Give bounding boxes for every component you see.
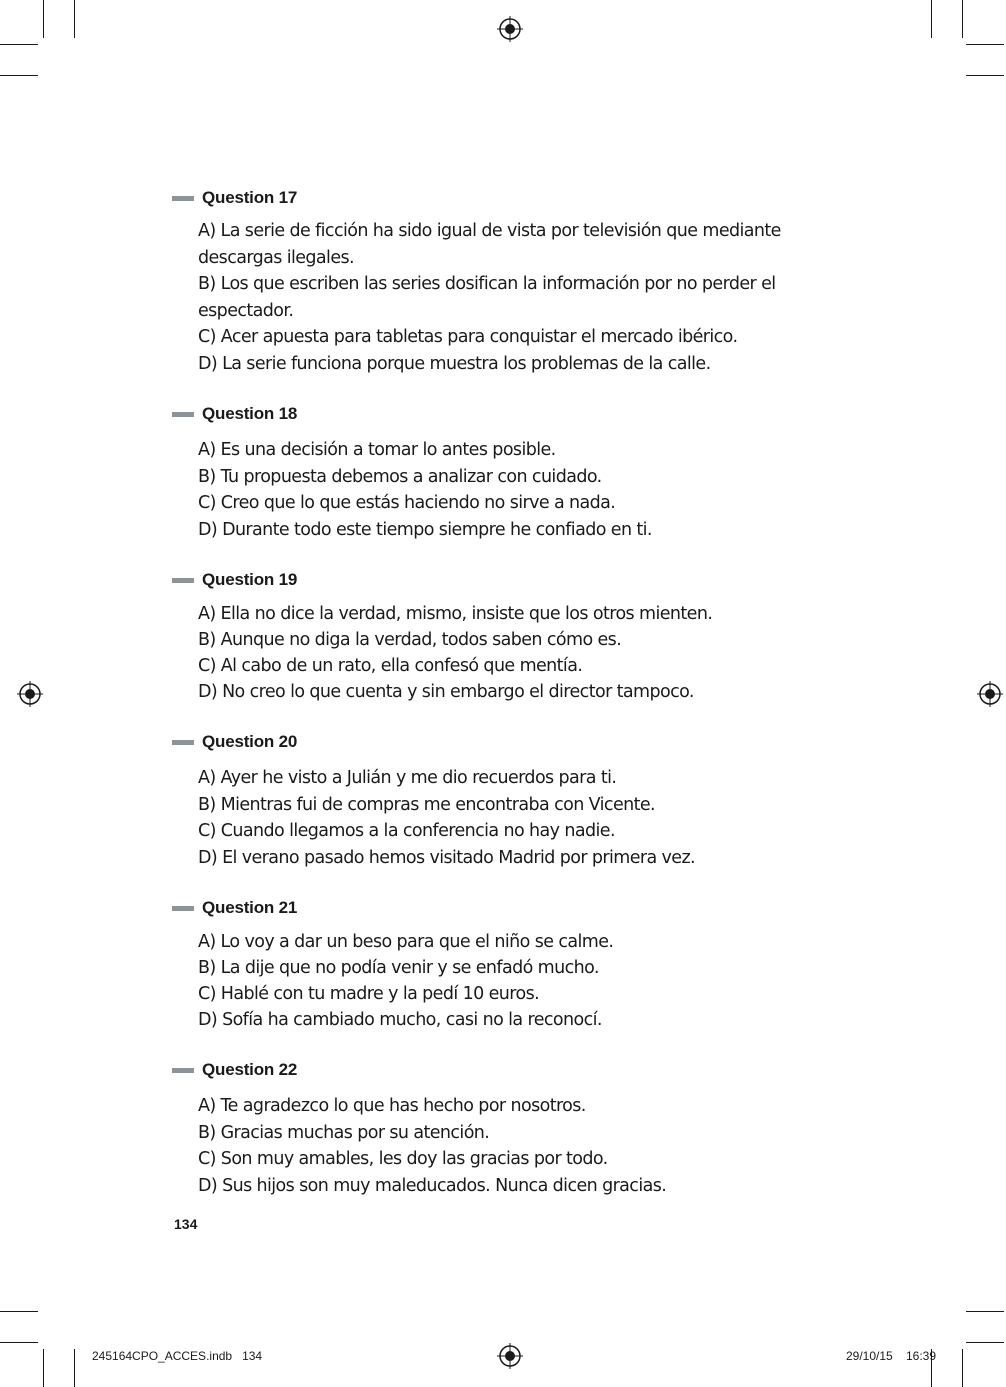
option-d: D) El verano pasado hemos visitado Madrid por primera vez. [198,847,696,868]
question-bar-icon [172,740,194,745]
option-c: C) Hablé con tu madre y la pedí 10 euros. [198,984,540,1004]
option-a: A) Te agradezco lo que has hecho por nosotros. [198,1096,586,1116]
option-d: D) Sofía ha cambiado mucho, casi no la reconocí. [198,1010,602,1030]
option-a: A) Lo voy a dar un beso para que el niño se calme. [198,932,614,952]
crop-mark [962,1349,963,1387]
question-18 [172,403,832,543]
crop-mark [966,44,1004,45]
question-header [172,569,832,591]
question-title: Question 22 [202,1060,298,1079]
question-title: Question 21 [202,898,298,917]
question-title: Question 18 [202,404,298,423]
question-bar-icon [172,906,194,911]
crop-mark [966,1311,1004,1312]
option-b: B) Tu propuesta debemos a analizar con cuidado. [198,466,602,487]
option-b: B) Gracias muchas por su atención. [198,1122,490,1143]
question-17 [172,187,832,378]
crop-mark [931,0,932,38]
option-list [198,218,832,378]
crop-mark [74,0,75,38]
question-bar-icon [172,578,194,583]
option-d: D) Durante todo este tiempo siempre he confiado en ti. [198,519,652,540]
slug-date: 29/10/15 [846,1349,893,1363]
question-title: Question 19 [202,570,298,589]
option-c: C) Acer apuesta para tabletas para conquistar el mercado ibérico. [198,327,738,348]
option-list [198,437,832,543]
crop-mark [43,1349,44,1387]
option-b: B) Mientras fui de compras me encontraba con Vicente. [198,794,656,815]
question-bar-icon [172,1068,194,1073]
option-a: A) La serie de ficción ha sido igual de vista por televisión que mediante descargas ilegales. [198,221,781,268]
option-a: A) Ella no dice la verdad, mismo, insiste que los otros mienten. [198,604,713,624]
question-22 [172,1059,832,1199]
question-header [172,897,832,919]
option-a: A) Ayer he visto a Julián y me dio recuerdos para ti. [198,768,617,788]
option-d: D) La serie funciona porque muestra los problemas de la calle. [198,353,711,374]
crop-mark [962,0,963,38]
option-d: D) No creo lo que cuenta y sin embargo el director tampoco. [198,682,694,702]
crop-mark [0,1311,38,1312]
question-header [172,1059,832,1081]
crop-mark [0,44,38,45]
question-19 [172,569,832,705]
option-d: D) Sus hijos son muy maleducados. Nunca dicen gracias. [198,1175,667,1196]
page-number: 134 [174,1216,198,1232]
option-list [198,601,832,705]
question-title: Question 17 [202,188,298,207]
slug-time: 16:39 [906,1349,937,1363]
question-21 [172,897,832,1033]
crop-mark [74,1349,75,1387]
option-b: B) Aunque no diga la verdad, todos saben cómo es. [198,630,622,650]
option-list [198,929,832,1033]
crop-mark [966,75,1004,76]
question-bar-icon [172,196,194,201]
crop-mark [0,1342,38,1343]
option-b: B) Los que escriben las series dosifican la información por no perder el espectador. [198,274,776,321]
registration-mark-icon [497,16,523,42]
question-bar-icon [172,412,194,417]
question-title: Question 20 [202,732,298,751]
option-c: C) Creo que lo que estás haciendo no sirve a nada. [198,493,616,514]
option-c: C) Son muy amables, les doy las gracias por todo. [198,1149,608,1170]
option-a: A) Es una decisión a tomar lo antes posible. [198,440,556,460]
question-header [172,731,832,753]
option-list [198,1093,832,1199]
question-header [172,187,832,209]
question-20 [172,731,832,871]
crop-mark [0,75,38,76]
registration-mark-icon [17,681,43,707]
option-c: C) Al cabo de un rato, ella confesó que mentía. [198,656,583,676]
crop-mark [43,0,44,38]
slug-filename: 245164CPO_ACCES.indb 134 [92,1349,263,1363]
option-list [198,765,832,871]
question-header [172,403,832,425]
registration-mark-icon [977,681,1003,707]
option-b: B) La dije que no podía venir y se enfadó mucho. [198,958,599,978]
option-c: C) Cuando llegamos a la conferencia no hay nadie. [198,821,615,842]
registration-mark-icon [497,1343,523,1369]
crop-mark [966,1342,1004,1343]
